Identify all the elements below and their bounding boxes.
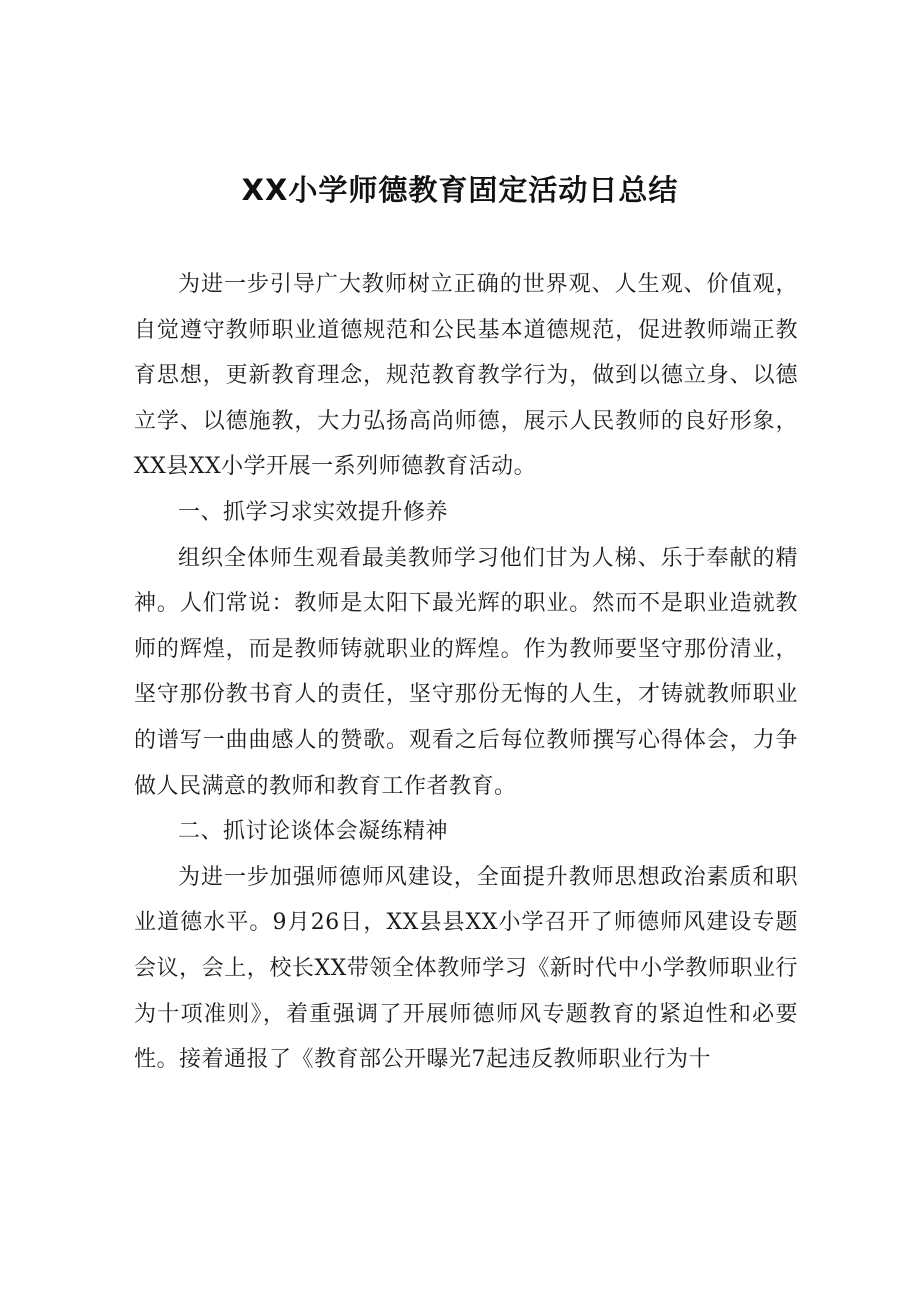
intro-paragraph: 为进一步引导广大教师树立正确的世界观、人生观、价值观，自觉遵守教师职业道德规范和公民基本道德规范，促进教师端正教育思想，更新教育理念，规范教育教学行为，做到以德立身、以德立学、以德施教，大力弘扬高尚师德，展示人民教师的良好形象，XX县XX小学开展一系列师德教育活动。 <box>134 272 798 480</box>
section-heading-1: 一、抓学习求实效提升修养 <box>178 499 449 525</box>
document-title: XX小学师德教育固定活动日总结 <box>241 173 679 207</box>
document-body <box>134 262 798 1083</box>
section-heading-2: 二、抓讨论谈体会凝练精神 <box>178 819 449 845</box>
section-2-paragraph: 为进一步加强师德师风建设，全面提升教师思想政治素质和职业道德水平。9月26日，XX县县XX小学召开了师德师风建设专题会议，会上，校长XX带领全体教师学习《新时代中小学教师职业行为十项准则》，着重强调了开展师德师风专题教育的紧迫性和必要性。接着通报了《教育部公开曝光7起违反教师职业行为十 <box>134 864 798 1073</box>
section-1-paragraph: 组织全体师生观看最美教师学习他们甘为人梯、乐于奉献的精神。人们常说：教师是太阳下最光辉的职业。然而不是职业造就教师的辉煌，而是教师铸就职业的辉煌。作为教师要坚守那份清业，坚守那份教书育人的责任，坚守那份无悔的人生，才铸就教师职业的谱写一曲曲感人的赞歌。观看之后每位教师撰写心得体会，力争做人民满意的教师和教育工作者教育。 <box>134 545 798 799</box>
